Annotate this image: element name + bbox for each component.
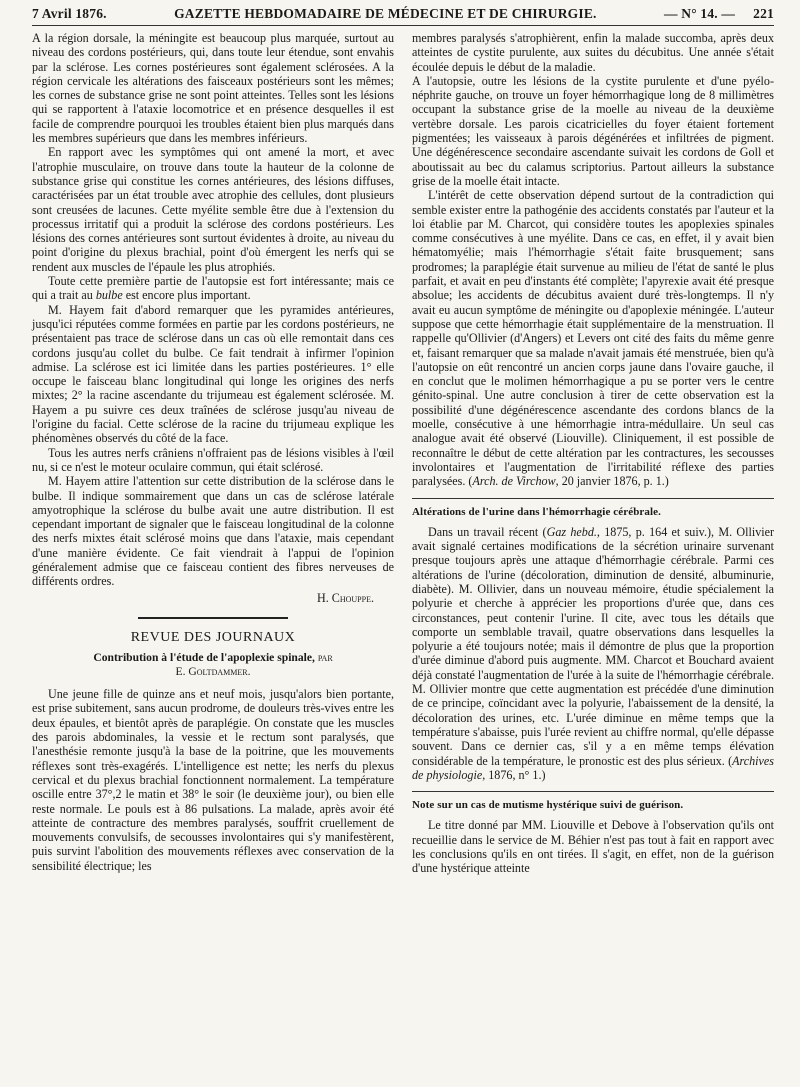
page-number: 221: [753, 6, 774, 21]
two-column-body: [32, 31, 774, 876]
article-author: E. Goltdammer.: [175, 665, 251, 679]
citation: Archives de physiologie: [412, 753, 774, 782]
article-divider: [412, 791, 774, 792]
article-title: Altérations de l'urine dans l'hémorrhagie cérébrale.: [412, 505, 661, 518]
emphasis: bulbe: [95, 288, 123, 303]
paragraph: A l'autopsie, outre les lésions de la cystite purulente et d'une pyélo-néphrite gauche, on trouve un foyer hémorrhagique long de 8 millimètres occupant la substance grise de la moelle au niveau de la deuxième vertèbre dorsale. Les parois cicatricielles du foyer étaient fortement pigmentées; les vaisseaux à parois dégénérées et infiltrées de pigment. Une dégénérescence secondaire ascendante suivait les cordons de Goll et aboutissait au bec du calamus scriptorius. Partout ailleurs la substance grise de la moelle était intacte.: [412, 73, 774, 188]
paragraph: Le titre donné par MM. Liouville et Debove à l'observation qu'ils ont recueillie dans le service de M. Béhier n'est pas tout à fait en rapport avec les conclusions qu'ils en ont tirées. Il s'agit, en effet, non de la guérison d'une hystérique atteinte: [412, 818, 774, 876]
page-header: [32, 6, 774, 26]
paragraph: Toute cette première partie de l'autopsie est fort intéressante; mais ce qui a trait au bulbe est encore plus important.: [32, 274, 394, 303]
journal-title: GAZETTE HEBDOMADAIRE DE MÉDECINE ET DE CHIRURGIE.: [174, 6, 597, 21]
section-heading: REVUE DES JOURNAUX: [130, 629, 296, 645]
paragraph: L'intérêt de cette observation dépend surtout de la contradiction qui semble exister entre la pathogénie des accidents constatés par l'auteur et la loi établie par M. Charcot, qui considère toutes les apoplexies spinales comme consécutives à une myélite. Dans ce cas, en effet, il y avait bien hématomyélie; mais l'hémorrhagie s'était faite brusquement; sans prodromes; la paraplégie était survenue au milieu de l'état de santé le plus parfait, et avait en peu d'instants été complète; l'apyrexie avait été presque absolue; les accidents de décubitus avaient duré très-longtemps. Il n'y avait eu aucun symptôme de méningite ou d'apoplexie méningée. L'auteur suppose que cette hémorrhagie était supplémentaire de la menstruation. Il rappelle qu'Ollivier (d'Angers) et Levers ont cité des faits du même genre et, faisant remarquer que sa malade n'avait jamais été menstruée, bien qu'à l'autopsie on eût rencontré un ancien corps jaune dans l'ovaire gauche, il en conclut que le molimen hémorrhagique a pu se porter vers le centre génito-spinal. Une autre conclusion à tirer de cette observation est la possibilité d'une dégénérescence ascendante des cordons blancs de la moelle, consécutive à une hémorrhagie intra-médullaire. Un seul cas analogue avait été observé (Liouville). Cliniquement, il est possible de reconnaître le début de cette altération par les contractures, les secousses involontaires et l'augmentation de l'irritabilité réflexe des parties paralysées. (Arch. de Virchow, 20 janvier 1876, p. 1.): [412, 188, 774, 489]
paragraph: Une jeune fille de quinze ans et neuf mois, jusqu'alors bien portante, est prise subitement, sans aucun prodrome, de douleurs très-vives entre les deux épaules, et bientôt après de paraplégie. On constate que les muscles des parois abdominales, la vessie et le rectum sont paralysés, que l'anesthésie remonte jusqu'à la base de la poitrine, que les mouvements réflexes sont très-exagérés. L'intelligence est nette; les nerfs du plexus cervical et du plexus brachial fonctionnent normalement. La température oscille entre 37°,2 le matin et 38° le soir (le deuxième jour), ou bien elle reste normale. Le pouls est à 86 pulsations. La malade, après avoir été atteinte de contracture des membres paralysés, souffrit cruellement de mouvements convulsifs, de secousses involontaires qui s'y manifestèrent, puis survint l'abolition des mouvements réflexes avec conservation de la sensibilité électrique; les: [32, 687, 394, 873]
article-divider: [412, 498, 774, 499]
left-column: [32, 31, 394, 876]
right-column: [412, 31, 774, 876]
author-signature: H. Chouppe.: [317, 590, 374, 605]
paragraph: M. Hayem attire l'attention sur cette distribution de la sclérose dans le bulbe. Il indique sommairement que dans un cas de sclérose latérale amyotrophique la sclérose du bulbe avait une autre distribution. Il est cependant important de signaler que le faisceau longitudinal de la colonne des nerfs mixtes était sclérosé moins que dans l'ataxie, mais cependant d'une manière évidente. Ce fait viendrait à l'appui de l'opinion généralement admise que ce faisceau contient des fibres nerveuses de différents ordres.: [32, 474, 394, 589]
article-title: Note sur un cas de mutisme hystérique suivi de guérison.: [412, 799, 684, 812]
citation: Arch. de Virchow: [472, 474, 556, 489]
issue-number: — N° 14. —: [663, 6, 736, 21]
section-divider: [138, 617, 288, 619]
paragraph: A la région dorsale, la méningite est beaucoup plus marquée, surtout au niveau des cordons postérieurs, qui, dans toute leur étendue, sont envahis par la sclérose. Les cornes postérieures sont également sclérosées. A la région cervicale les altérations des faisceaux postérieurs sont les mêmes; les cornes de substance grise ne sont point atteintes. Telles sont les lésions qui se rapportent à l'ataxie locomotrice et en présence desquelles il est facile de comprendre pourquoi les troubles étaient bien plus marqués dans les membres supérieurs que dans les membres inférieurs.: [32, 31, 394, 146]
paragraph: Tous les autres nerfs crâniens n'offraient pas de lésions visibles à l'œil nu, si ce n'est le moteur oculaire commun, qui était sclérosé.: [32, 445, 394, 474]
article-title: Contribution à l'étude de l'apoplexie spinale, par E. Goltdammer.: [93, 651, 333, 679]
paragraph: Dans un travail récent (Gaz hebd., 1875, p. 164 et suiv.), M. Ollivier avait signalé certaines modifications de la sécrétion urinaire survenant presque toujours après une attaque d'hémorrhagie cérébrale. Parmi ces altérations de l'urine (décoloration, diminution de densité, albuminurie, diabète). M. Ollivier, dans un nouveau mémoire, étudie spécialement la polyurie et cherche à apprécier les proportions d'urée que, dans ces circonstances, peut contenir l'urine. Il cite, avec tous les détails que comporte un semblable travail, quatre observations dans lesquelles la polyurie a été toujours notée; mais il démontre de plus que la proportion d'urée diminue d'abord puis augmente. MM. Charcot et Bouchard avaient déjà constaté l'augmentation de l'urée à la suite de l'hémorrhagie cérébrale. M. Ollivier montre que cette augmentation est précédée d'une diminution de ce principe, coïncidant avec la polyurie, l'abaissement de la densité, la décoloration des urines, etc. L'urée diminue en même temps que la température s'abaisse, puis l'urée revient au chiffre normal, qu'elle dépasse souvent. Dans ce dernier cas, s'il y a en même temps élévation considérable de la température, le pronostic est des plus sérieux. (Archives de physiologie, 1876, n° 1.): [412, 524, 775, 782]
paragraph: membres paralysés s'atrophièrent, enfin la malade succomba, après deux atteintes de cystite purulente, aux suites du décubitus. Une année s'était écoulée depuis le début de la maladie.: [412, 31, 774, 74]
paragraph: M. Hayem fait d'abord remarquer que les pyramides antérieures, jusqu'ici réputées comme formées en partie par les cordons postérieurs, ne présentaient pas trace de sclérose dans un cas où elle remontait dans ces cordons jusqu'au collet du bulbe. Ce fait tendrait à infirmer l'opinion admise. La sclérose est ici limitée dans les parties postérieures. 1° elle occupe le faisceau blanc longitudinal qui longe les origines des nerfs mixtes; 2° la racine ascendante du trijumeau est également sclérosée. M. Hayem a pu suivre ces deux traînées de sclérose jusqu'au niveau de l'origine du facial. Cette sclérose de la racine du trijumeau explique les phénomènes observés du côté de la face.: [32, 302, 394, 446]
citation: Gaz hebd.: [546, 524, 597, 539]
paragraph: En rapport avec les symptômes qui ont amené la mort, et avec l'atrophie musculaire, on trouve dans toute la hauteur de la colonne de substance grise qui constitue les cornes antérieures, des lésions diffuses, caractérisées par un état trouble avec atrophie des cellules, dont plusieurs sont creusées de lacunes. Cette myélite semble être due à l'extension du processus irritatif qui a produit la sclérose des cordons postérieurs. Les lésions des cornes antérieures sont surtout évidentes à droite, au niveau du point d'origine du plexus brachial, point d'où émergent les nerfs qui se rendent aux muscles de l'épaule les plus atrophiés.: [32, 145, 394, 274]
issue-date: 7 Avril 1876.: [32, 6, 107, 21]
